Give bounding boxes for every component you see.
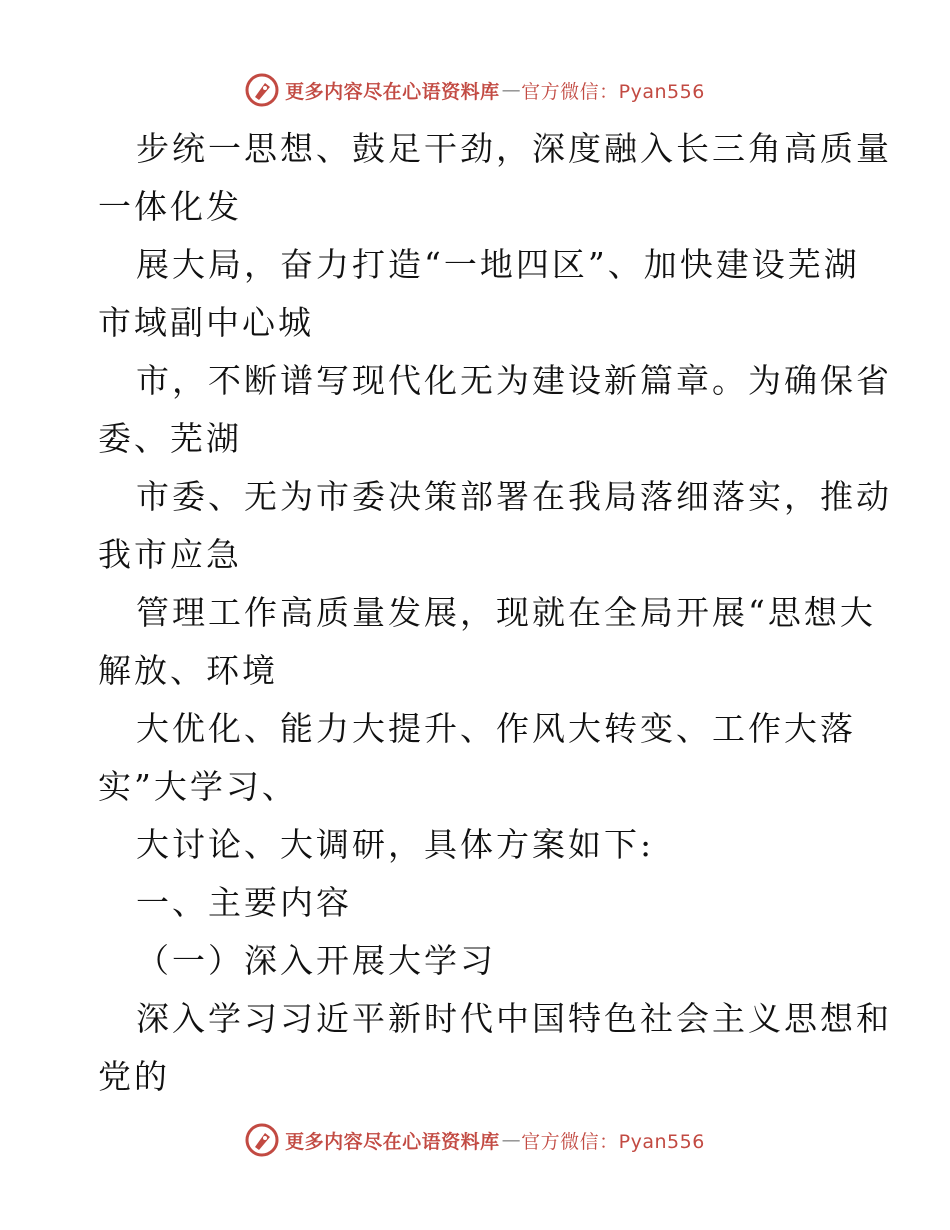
banner-separator: —: [501, 79, 522, 101]
subsection-heading: （一）深入开展大学习: [136, 941, 496, 980]
text-line: 展大局，奋力打造“一地四区”、加快建设芜湖: [136, 245, 860, 284]
banner-title: 更多内容尽在心语资料库: [285, 80, 500, 103]
text-line: 大讨论、大调研，具体方案如下:: [136, 825, 655, 864]
pen-nib-logo-icon: [245, 1123, 279, 1157]
text-line: 一体化发: [98, 187, 242, 226]
text-line: 深入学习习近平新时代中国特色社会主义思想和: [136, 999, 892, 1038]
text-line: 市委、无为市委决策部署在我局落细落实，推动: [136, 477, 892, 516]
footer-banner: [0, 1120, 950, 1160]
text-line: 我市应急: [98, 535, 242, 574]
banner-contact: 官方微信：Pyan556: [521, 1130, 705, 1153]
text-line: 实”大学习、: [98, 767, 298, 806]
document-body: [98, 120, 892, 1106]
text-line: 解放、环境: [98, 651, 278, 690]
section-heading: 一、主要内容: [136, 883, 352, 922]
text-line: 管理工作高质量发展，现就在全局开展“思想大: [136, 593, 876, 632]
banner-contact: 官方微信：Pyan556: [521, 80, 705, 103]
text-line: 大优化、能力大提升、作风大转变、工作大落: [136, 709, 856, 748]
banner-title: 更多内容尽在心语资料库: [285, 1130, 500, 1153]
banner-separator: —: [501, 1129, 522, 1151]
text-line: 委、芜湖: [98, 419, 242, 458]
text-line: 市域副中心城: [98, 303, 314, 342]
header-banner: [0, 70, 950, 110]
text-line: 步统一思想、鼓足干劲，深度融入长三角高质量: [136, 129, 892, 168]
pen-nib-logo-icon: [245, 73, 279, 107]
text-line: 市，不断谱写现代化无为建设新篇章。为确保省: [136, 361, 892, 400]
text-line: 党的: [98, 1057, 170, 1096]
